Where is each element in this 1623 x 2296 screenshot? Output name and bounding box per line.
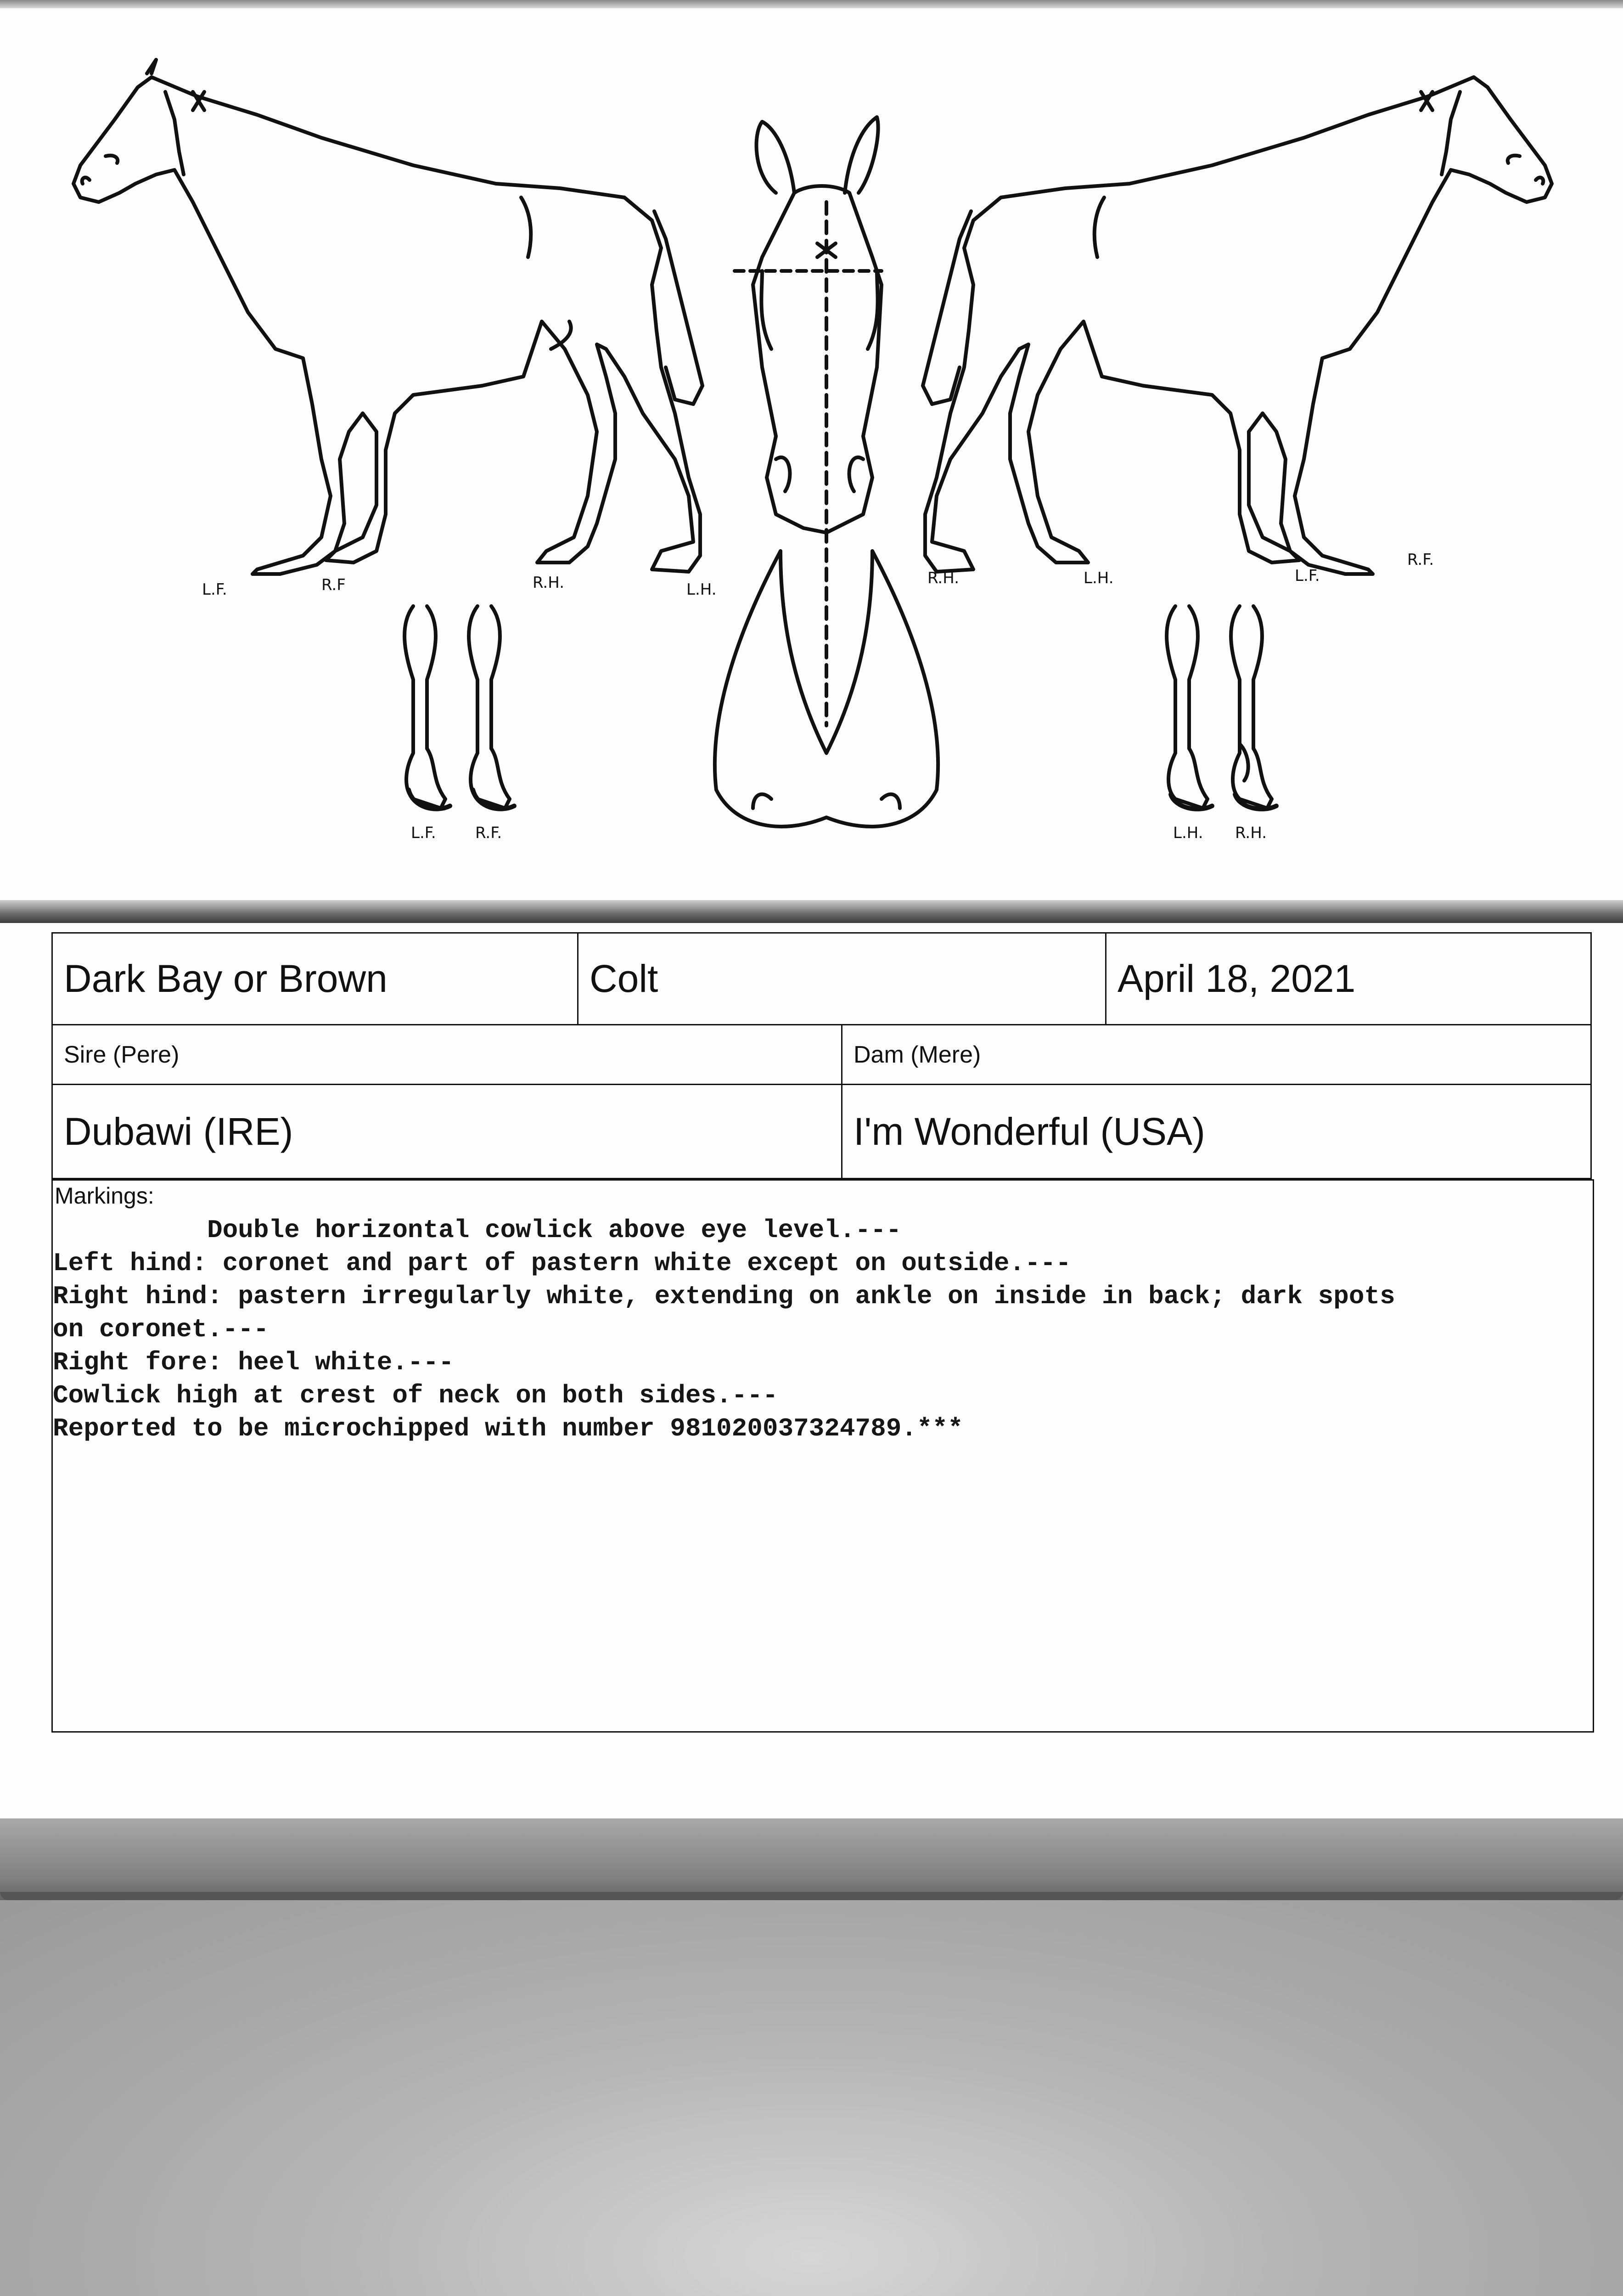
label-fore-right: R.F. [475,824,502,842]
color-value: Dark Bay or Brown [64,957,387,1000]
horse-right-profile-icon [923,77,1552,574]
dam-value: I'm Wonderful (USA) [854,1109,1206,1153]
dob-cell [1106,934,1590,1024]
sire-value: Dubawi (IRE) [64,1109,293,1153]
parent-value-row [53,1085,1590,1179]
scanner-edge-shadow [0,1892,1623,1900]
dam-cell [842,1085,1590,1178]
markings-box [51,1179,1594,1733]
fore-legs-icon [404,606,514,809]
label-right-fore: R.F [321,576,346,594]
color-cell [53,934,578,1024]
label-left-hind-2: L.H. [1084,569,1114,587]
label-left-hind: L.H. [686,580,717,599]
label-left-fore-2: L.F. [1295,567,1320,585]
sire-caption-cell [53,1025,842,1084]
parent-caption-row [53,1025,1590,1085]
label-hind-right: R.H. [1235,824,1267,842]
label-hind-left: L.H. [1173,824,1203,842]
color-sex-dob-row [53,934,1590,1025]
dam-caption: Dam (Mere) [854,1041,981,1068]
date-of-birth-value: April 18, 2021 [1118,957,1356,1000]
sire-caption: Sire (Pere) [64,1041,180,1068]
label-right-hind-2: R.H. [927,569,959,587]
scanner-bed [0,1900,1623,2296]
sex-value: Colt [590,957,658,1000]
label-fore-left: L.F. [411,824,436,842]
horse-identification-diagram [0,0,1623,918]
dam-caption-cell [842,1025,1590,1084]
markings-caption: Markings: [55,1183,154,1209]
markings-description: Double horizontal cowlick above eye level.--- Left hind: coronet and part of pastern white except on outside.--- Right hind: pastern irregularly white, extending on ankle on inside in back; dark spots on coronet.--- Right fore: heel white.--- Cowlick high at crest of neck on both sides.--- Reported to be microchipped with number 981020037324789.*** [53,1216,1395,1443]
record-table [51,932,1592,1179]
sex-cell [578,934,1106,1024]
sheet-overlap-edge [0,900,1623,923]
hind-legs-icon [1167,606,1276,809]
horse-left-profile-icon [73,60,702,574]
sire-cell [53,1085,842,1178]
label-left-fore: L.F. [202,580,227,599]
label-right-hind: R.H. [533,574,564,592]
horse-head-front-icon [715,117,938,827]
label-right-fore-2: R.F. [1407,551,1434,569]
